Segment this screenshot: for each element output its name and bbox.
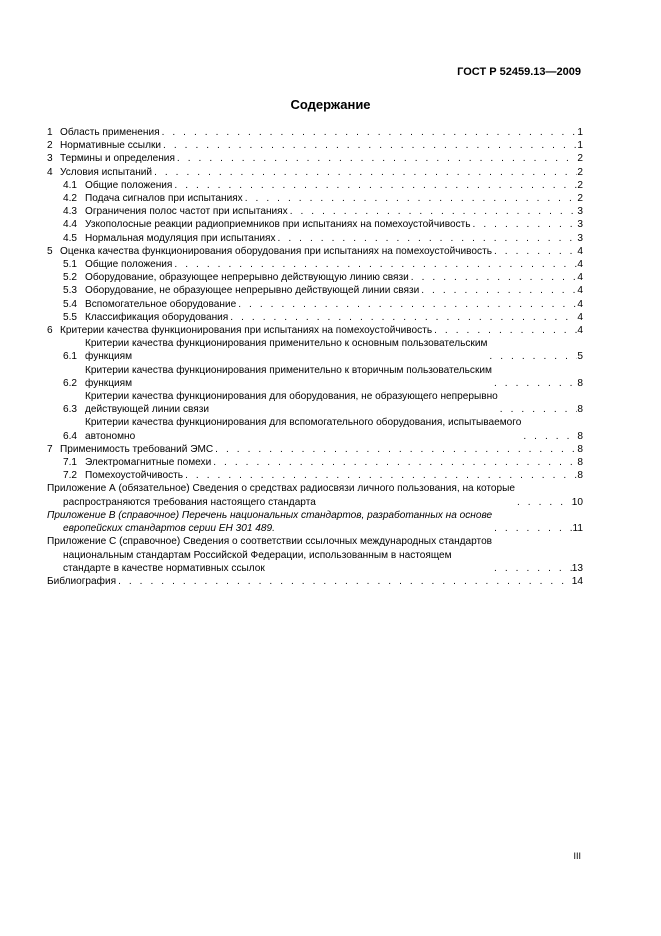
- toc-entry-title: Узкополосные реакции радиоприемников при испытаниях на помехоустойчивость: [85, 219, 471, 231]
- toc-entry-page: 10: [571, 496, 583, 508]
- toc-entry-title: Оборудование, образующее непрерывно действующую линию связи: [85, 272, 409, 284]
- toc-entry[interactable]: [47, 179, 583, 192]
- toc-entry-title: функциям: [85, 351, 133, 363]
- page-title: Содержание: [290, 97, 371, 112]
- toc-entry-number: 4.4: [63, 219, 78, 231]
- toc-entry-title: Нормальная модуляция при испытаниях: [85, 232, 276, 244]
- toc-entry[interactable]: [47, 390, 583, 416]
- toc-entry[interactable]: [47, 152, 583, 165]
- toc-entry-page: 8: [577, 404, 583, 416]
- toc-entry-number: 4.2: [63, 193, 78, 205]
- toc-entry-page: 3: [577, 206, 583, 218]
- toc-entry[interactable]: [47, 469, 583, 482]
- toc-leader-dots: [487, 350, 577, 363]
- toc-entry-title: стандарте в качестве нормативных ссылок: [63, 562, 265, 574]
- toc-entry-title: Условия испытаний: [60, 166, 153, 178]
- toc-entry-number: 4.5: [63, 232, 78, 244]
- toc-entry[interactable]: [47, 245, 583, 258]
- toc-leader-dots: [175, 152, 577, 165]
- toc-entry-title: Оценка качества функционирования оборудования при испытаниях на помехоустойчивость: [60, 245, 492, 257]
- toc-entry-title: Область применения: [60, 127, 160, 138]
- toc-leader-dots: [492, 562, 572, 575]
- toc-entry[interactable]: [47, 271, 583, 284]
- toc-entry-page: 2: [577, 153, 583, 165]
- toc-entry-title: Нормативные ссылки: [60, 140, 162, 152]
- toc-entry-number: 2: [47, 140, 53, 152]
- toc-leader-dots: [276, 232, 577, 245]
- toc-leader-dots: [160, 126, 577, 139]
- toc-entry-number: 6: [47, 325, 53, 337]
- toc-entry[interactable]: [47, 232, 583, 245]
- toc-entry-number: 7.2: [63, 470, 78, 482]
- toc-entry[interactable]: [47, 298, 583, 311]
- toc-entry-title: Применимость требований ЭМС: [60, 443, 214, 455]
- toc-leader-dots: [172, 179, 577, 192]
- toc-leader-dots: [419, 284, 577, 297]
- toc-entry[interactable]: [47, 205, 583, 218]
- toc-entry-number: 6.3: [63, 404, 78, 416]
- toc-entry-title: Критерии качества функционирования для вспомогательного оборудования, испытываемого: [85, 417, 522, 429]
- toc-entry[interactable]: [47, 324, 583, 337]
- toc-leader-dots: [213, 443, 577, 456]
- toc-entry-title: Критерии качества функционирования применительно к вторичным пользовательским: [85, 364, 492, 376]
- toc-entry-page: 3: [577, 219, 583, 231]
- toc-entry-number: 5.5: [63, 311, 78, 323]
- toc-entry-title: автономно: [85, 430, 136, 442]
- toc-leader-dots: [152, 166, 577, 179]
- toc-entry[interactable]: [47, 482, 583, 508]
- toc-entry-page: 13: [571, 562, 583, 574]
- toc-entry[interactable]: [47, 126, 583, 139]
- toc-leader-dots: [498, 403, 577, 416]
- toc-leader-dots: [211, 456, 577, 469]
- toc-entry-number: 7.1: [63, 457, 78, 469]
- toc-entry[interactable]: [47, 337, 583, 363]
- toc-entry[interactable]: [47, 416, 583, 442]
- toc-entry-number: 5.2: [63, 272, 78, 284]
- toc-entry[interactable]: [47, 456, 583, 469]
- toc-leader-dots: [471, 218, 577, 231]
- toc-entry-title: Помехоустойчивость: [85, 470, 184, 482]
- toc-leader-dots: [172, 258, 577, 271]
- toc-entry-page: 14: [571, 575, 583, 587]
- toc-entry-page: 8: [577, 443, 583, 455]
- toc-leader-dots: [161, 139, 577, 152]
- toc-entry[interactable]: [47, 443, 583, 456]
- toc-leader-dots: [432, 324, 577, 337]
- toc-entry-title: Термины и определения: [60, 153, 175, 165]
- toc-entry-number: 7: [47, 443, 53, 455]
- toc-entry-title: Оборудование, не образующее непрерывно действующей линии связи: [85, 285, 420, 297]
- toc-entry-number: 4.3: [63, 206, 78, 218]
- toc-entry[interactable]: [47, 258, 583, 271]
- toc-entry[interactable]: [47, 166, 583, 179]
- toc-entry-title: Классификация оборудования: [85, 311, 229, 323]
- toc-entry-title: распространяются требования настоящего стандарта: [63, 496, 316, 508]
- toc-entry-page: 4: [577, 259, 583, 271]
- toc-entry-title: Вспомогательное оборудование: [85, 298, 237, 310]
- toc-entry-number: 6.4: [63, 430, 78, 442]
- document-id: ГОСТ Р 52459.13—2009: [457, 66, 581, 78]
- toc-entry-title: национальным стандартам Российской Федерации, использованным в настоящем: [63, 549, 452, 561]
- toc-leader-dots: [243, 192, 577, 205]
- toc-entry-number: 4.1: [63, 179, 78, 191]
- toc-entry-title: Подача сигналов при испытаниях: [85, 193, 243, 205]
- toc-entry-title: Общие положения: [85, 179, 173, 191]
- toc-entry-page: 4: [577, 272, 583, 284]
- toc-entry-page: 2: [577, 166, 583, 178]
- toc-entry[interactable]: [47, 364, 583, 390]
- toc-leader-dots: [492, 522, 572, 535]
- toc-leader-dots: [515, 496, 572, 509]
- toc-entry-number: 4: [47, 166, 53, 178]
- toc-entry-page: 1: [577, 140, 583, 152]
- toc-entry-title: Критерии качества функционирования применительно к основным пользовательским: [85, 338, 488, 350]
- toc-entry-title: Библиография: [47, 575, 117, 587]
- toc-entry-number: 5.3: [63, 285, 78, 297]
- toc-entry-page: 1: [577, 127, 583, 138]
- toc-entry-page: 4: [577, 245, 583, 257]
- toc-entry[interactable]: [47, 535, 583, 575]
- toc-entry-title: Приложение В (справочное) Перечень национальных стандартов, разработанных на основе: [47, 509, 493, 521]
- toc-entry-number: 1: [47, 127, 53, 138]
- toc-entry-page: 8: [577, 470, 583, 482]
- toc-leader-dots: [288, 205, 577, 218]
- toc-leader-dots: [521, 430, 577, 443]
- toc-entry-title: Критерии качества функционирования при испытаниях на помехоустойчивость: [60, 325, 433, 337]
- toc-entry-page: 8: [577, 430, 583, 442]
- toc-entry-number: 6.2: [63, 377, 78, 389]
- toc-entry-title: функциям: [85, 377, 133, 389]
- toc-entry-page: 3: [577, 232, 583, 244]
- toc-entry-number: 6.1: [63, 351, 78, 363]
- toc-leader-dots: [236, 298, 577, 311]
- toc-entry-page: 4: [577, 298, 583, 310]
- table-of-contents: [47, 126, 583, 588]
- page-number: III: [573, 851, 581, 861]
- toc-leader-dots: [228, 311, 577, 324]
- toc-entry-title: Электромагнитные помехи: [85, 457, 212, 469]
- toc-leader-dots: [183, 469, 577, 482]
- toc-leader-dots: [492, 245, 577, 258]
- toc-entry[interactable]: [47, 192, 583, 205]
- toc-entry-page: 4: [577, 325, 583, 337]
- toc-entry-page: 11: [572, 523, 583, 535]
- toc-leader-dots: [492, 377, 577, 390]
- toc-entry-page: 8: [577, 457, 583, 469]
- toc-entry[interactable]: [47, 509, 583, 535]
- toc-entry-page: 8: [577, 377, 583, 389]
- toc-entry[interactable]: [47, 139, 583, 152]
- toc-entry-title: европейских стандартов серии ЕН 301 489.: [63, 523, 275, 535]
- toc-entry[interactable]: [47, 311, 583, 324]
- toc-entry-page: 4: [577, 311, 583, 323]
- toc-entry-number: 5.1: [63, 259, 78, 271]
- toc-entry-title: Ограничения полос частот при испытаниях: [85, 206, 288, 218]
- toc-entry-title: Критерии качества функционирования для оборудования, не образующего непрерывно: [85, 391, 498, 403]
- toc-leader-dots: [116, 575, 572, 588]
- toc-entry-number: 5.4: [63, 298, 78, 310]
- toc-entry[interactable]: [47, 575, 583, 588]
- toc-entry-number: 3: [47, 153, 53, 165]
- toc-entry-page: 4: [577, 285, 583, 297]
- toc-entry[interactable]: [47, 218, 583, 231]
- toc-entry-page: 2: [577, 179, 583, 191]
- toc-entry[interactable]: [47, 284, 583, 297]
- toc-entry-title: Общие положения: [85, 259, 173, 271]
- toc-entry-page: 5: [577, 351, 583, 363]
- toc-entry-page: 2: [577, 193, 583, 205]
- toc-entry-title: действующей линии связи: [85, 404, 210, 416]
- toc-entry-number: 5: [47, 245, 53, 257]
- toc-leader-dots: [409, 271, 577, 284]
- toc-entry-title: Приложение С (справочное) Сведения о соответствии ссылочных международных стандартов: [47, 536, 493, 548]
- toc-entry-title: Приложение А (обязательное) Сведения о средствах радиосвязи личного пользования, на которые: [47, 483, 515, 495]
